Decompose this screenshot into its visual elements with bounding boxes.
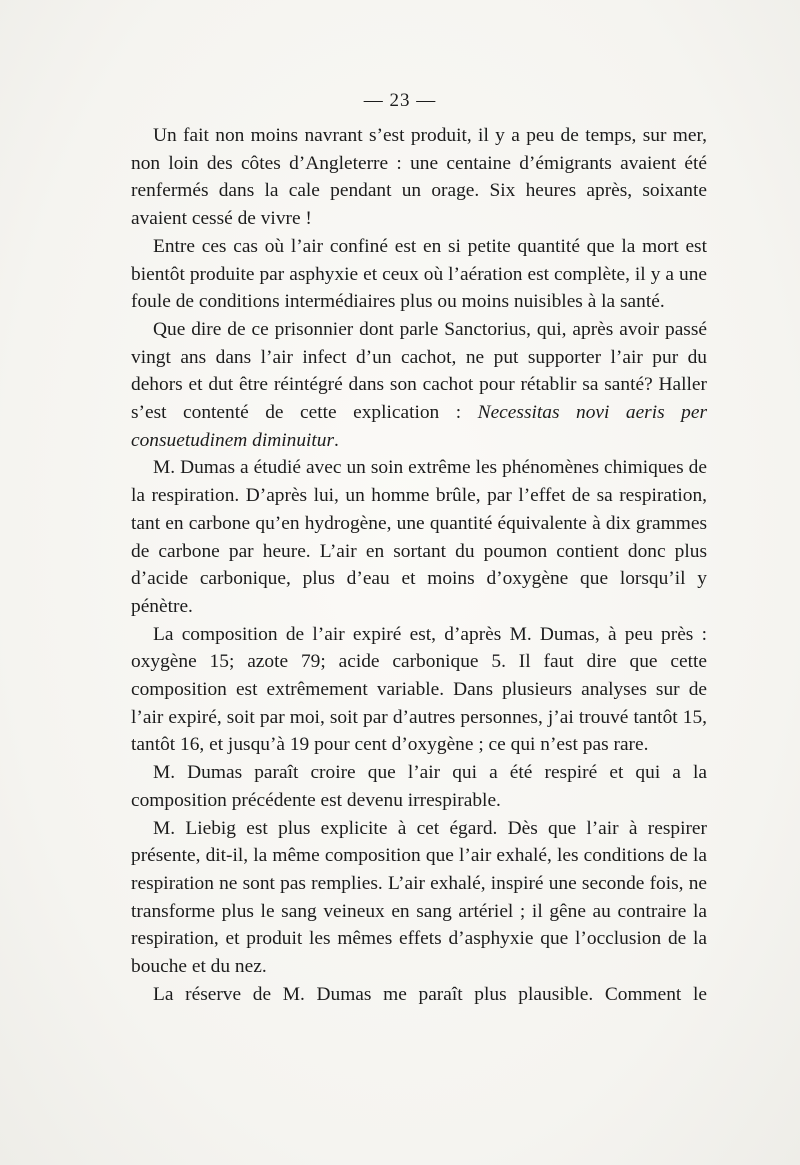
paragraph-reserve: La réserve de M. Dumas me paraît plus plausible. Comment le xyxy=(153,983,707,1005)
paragraph-emigrants: Un fait non moins navrant s’est produit, il y a peu de temps, sur mer, non loin des côtes d’Angleterre : une centaine d’émigrants avaient été renfermés dans la cale pendant un orage. Six heures après, soixante avaient cessé de vivre ! xyxy=(131,125,707,230)
paragraph-sanctorius-text: Que dire de ce prisonnier dont parle Sanctorius, qui, après avoir passé vingt ans dans l’air infect d’un cachot, ne put supporter l’air pur du dehors et dut être réintégré dans son cachot pour rétablir sa santé? Haller s’est contenté de cette explication : xyxy=(131,318,707,424)
paragraph-sanctorius-end: . xyxy=(334,429,339,451)
paragraph-confined-air: Entre ces cas où l’air confiné est en si petite quantité que la mort est bientôt produite par asphyxie et ceux où l’aération est complète, il y a une foule de conditions intermédiaires plus ou moins nuisibles à la santé. xyxy=(131,235,707,313)
latin-quote: Necessitas novi aeris per consuetudinem diminuitur xyxy=(131,402,708,451)
paragraph-liebig: M. Liebig est plus explicite à cet égard. Dès que l’air à respirer présente, dit-il, la même composition que l’air exhalé, les conditions de la respiration ne sont pas remplies. L’air exhalé, inspiré une seconde fois, ne transforme plus le sang veineux en sang artériel ; il gêne au contraire la respiration, et produit les mêmes effets d’asphyxie que l’occlusion de la bouche et du nez. xyxy=(131,817,707,978)
paragraph-expired-air-composition: La composition de l’air expiré est, d’après M. Dumas, à peu près : oxygène 15; azote 79; acide carbonique 5. Il faut dire que cette composition est extrêmement variable. Dans plusieurs analyses sur de l’air expiré, soit par moi, soit par d’autres personnes, j’ai trouvé tantôt 15, tantôt 16, et jusqu’à 19 pour cent d’oxygène ; ce qui n’est pas rare. xyxy=(131,623,707,756)
paragraph-dumas-respiration: M. Dumas a étudié avec un soin extrême les phénomènes chimiques de la respiration. D’après lui, un homme brûle, par l’effet de sa respiration, tant en carbone qu’en hydrogène, une quantité équivalente à dix grammes de carbone par heure. L’air en sortant du poumon contient donc plus d’acide carbonique, plus d’eau et moins d’oxygène que lorsqu’il y pénètre. xyxy=(131,457,707,617)
paragraph-dumas-irrespirable: M. Dumas paraît croire que l’air qui a été respiré et qui a la composition précédente est devenu irrespirable. xyxy=(131,762,707,811)
paragraph-sanctorius xyxy=(131,316,707,455)
page-number: — 23 — xyxy=(363,90,437,111)
body-text xyxy=(131,122,707,1009)
